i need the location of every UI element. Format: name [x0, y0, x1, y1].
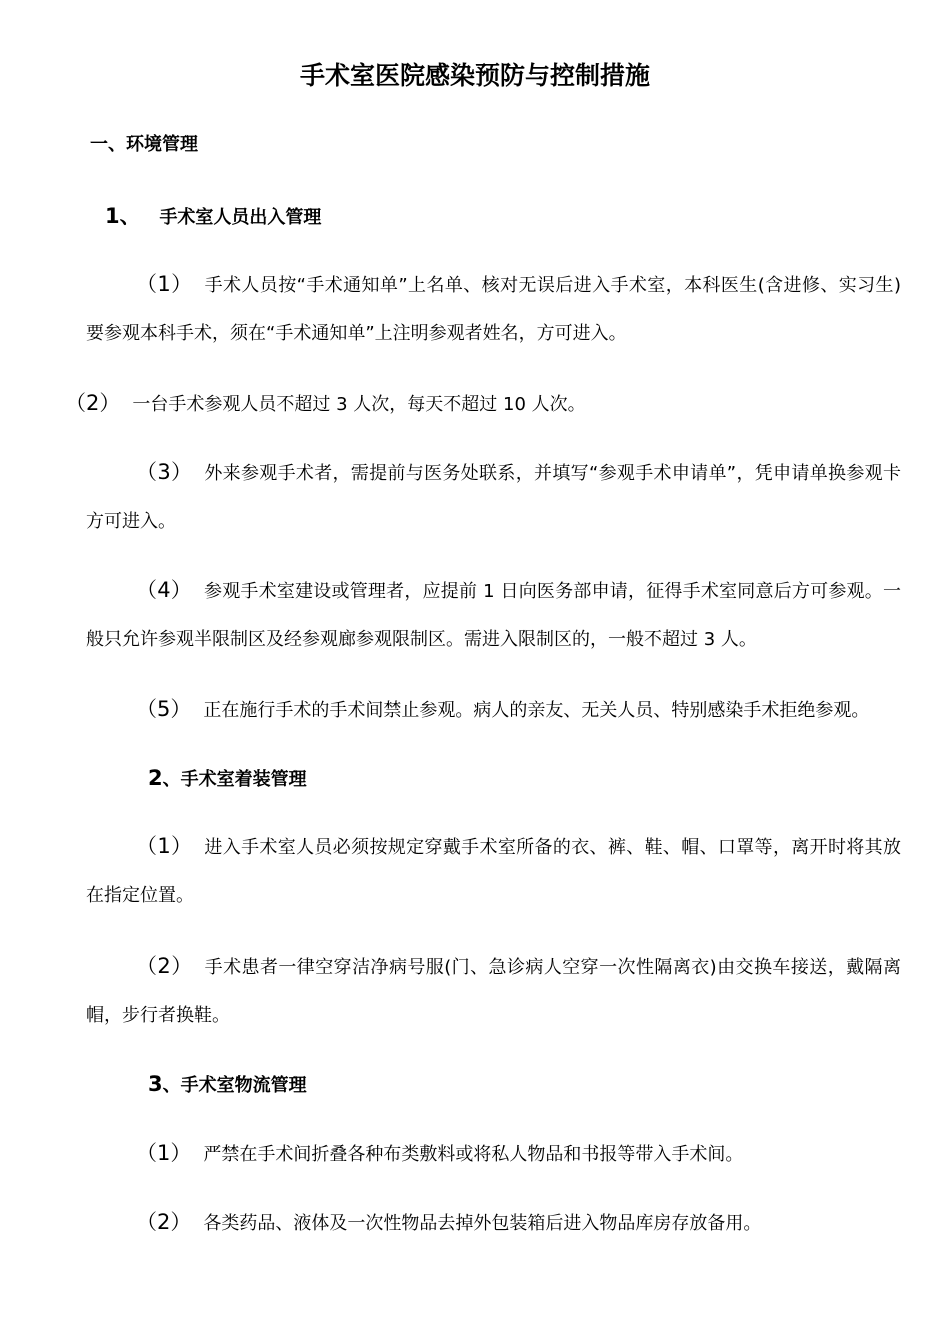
subsection-title: 、手术室着装管理: [162, 769, 307, 790]
paragraph-item: [86, 822, 901, 920]
subsection-number: 3: [148, 1072, 163, 1096]
item-number: （1）: [136, 1141, 192, 1165]
item-number: （2）: [136, 1210, 192, 1234]
item-text: 手术人员按“手术通知单”上名单、核对无误后进入手术室，本科医生(含进修、实习生)要参观本科手术，须在“手术通知单”上注明参观者姓名，方可进入。: [86, 275, 901, 344]
subsection-heading-personnel-access: [105, 203, 321, 231]
item-text: 各类药品、液体及一次性物品去掉外包装箱后进入物品库房存放备用。: [203, 1213, 762, 1234]
item-text: 参观手术室建设或管理者，应提前 1 日向医务部申请，征得手术室同意后方可参观。一般只允许参观半限制区及经参观廊参观限制区。需进入限制区的，一般不超过 3 人。: [86, 581, 901, 650]
subsection-number: 1、: [105, 204, 141, 228]
paragraph-item: [86, 1129, 901, 1179]
paragraph-item: [86, 942, 901, 1040]
item-text: 严禁在手术间折叠各种布类敷料或将私人物品和书报等带入手术间。: [203, 1144, 744, 1165]
paragraph-item: [86, 260, 901, 358]
item-text: 进入手术室人员必须按规定穿戴手术室所备的衣、裤、鞋、帽、口罩等，离开时将其放在指定位置。: [86, 837, 901, 906]
section-heading-environment: 一、环境管理: [90, 134, 198, 155]
item-number: （5）: [136, 697, 192, 721]
item-number: （2）: [65, 391, 121, 415]
item-text: 外来参观手术者，需提前与医务处联系，并填写“参观手术申请单”，凭申请单换参观卡方可进入。: [86, 463, 901, 532]
item-number: （3）: [136, 460, 193, 484]
item-number: （1）: [136, 834, 193, 858]
document-title: 手术室医院感染预防与控制措施: [299, 61, 650, 90]
subsection-title: 、手术室物流管理: [162, 1075, 307, 1096]
subsection-title: 手术室人员出入管理: [159, 207, 322, 228]
subsection-heading-attire: [148, 765, 307, 793]
subsection-number: 2: [148, 766, 163, 790]
subsection-heading-logistics: [148, 1071, 307, 1099]
item-text: 手术患者一律空穿洁净病号服(门、急诊病人空穿一次性隔离衣)由交换车接送，戴隔离帽，步行者换鞋。: [86, 957, 901, 1026]
paragraph-item: [86, 566, 901, 664]
paragraph-item: [86, 448, 901, 546]
item-number: （2）: [136, 954, 193, 978]
item-number: （4）: [136, 578, 192, 602]
item-text: 正在施行手术的手术间禁止参观。病人的亲友、无关人员、特别感染手术拒绝参观。: [203, 700, 870, 721]
paragraph-item: [86, 685, 901, 735]
item-number: （1）: [136, 272, 193, 296]
paragraph-item: [86, 1198, 901, 1248]
paragraph-item: [65, 390, 586, 418]
item-text: 一台手术参观人员不超过 3 人次，每天不超过 10 人次。: [132, 394, 586, 415]
